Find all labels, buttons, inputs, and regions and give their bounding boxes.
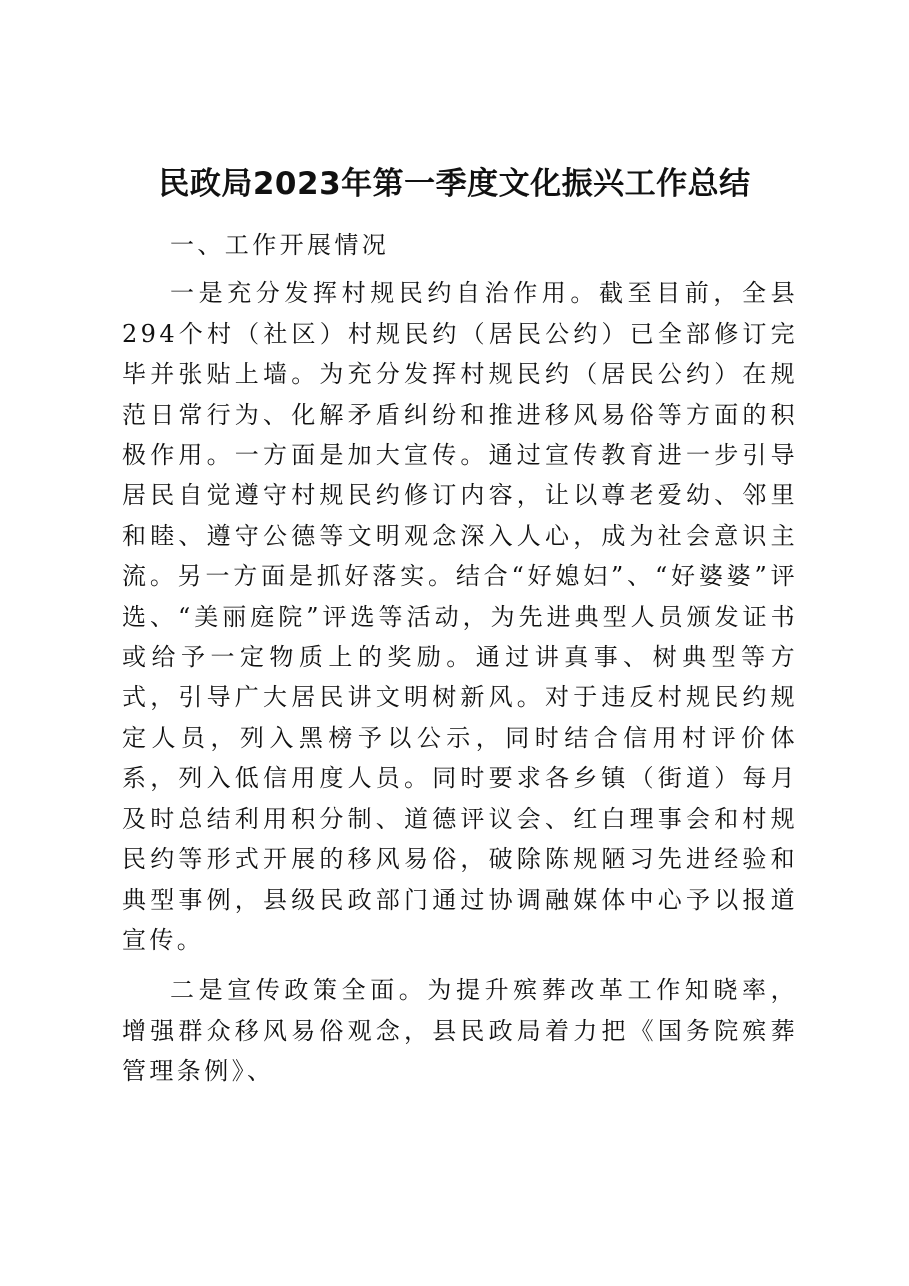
document-title: 民政局2023年第一季度文化振兴工作总结	[158, 166, 751, 202]
section-heading-work-status: 一、工作开展情况	[170, 231, 390, 259]
document-body	[122, 225, 798, 1092]
paragraph-village-rules: 一是充分发挥村规民约自治作用。截至目前，全县294个村（社区）村规民约（居民公约）已全部修订完毕并张贴上墙。为充分发挥村规民约（居民公约）在规范日常行为、化解矛盾纠纷和推进移风易俗等方面的积极作用。一方面是加大宣传。通过宣传教育进一步引导居民自觉遵守村规民约修订内容，让以尊老爱幼、邻里和睦、遵守公德等文明观念深入人心，成为社会意识主流。另一方面是抓好落实。结合“好媳妇”、“好婆婆”评选、“美丽庭院”评选等活动，为先进典型人员颁发证书或给予一定物质上的奖励。通过讲真事、树典型等方式，引导广大居民讲文明树新风。对于违反村规民约规定人员，列入黑榜予以公示，同时结合信用村评价体系，列入低信用度人员。同时要求各乡镇（街道）每月及时总结利用积分制、道德评议会、红白理事会和村规民约等形式开展的移风易俗，破除陈规陋习先进经验和典型事例，县级民政部门通过协调融媒体中心予以报道宣传。	[122, 279, 798, 954]
paragraph-policy-publicity: 二是宣传政策全面。为提升殡葬改革工作知晓率，增强群众移风易俗观念，县民政局着力把《国务院殡葬管理条例》、	[122, 976, 798, 1086]
